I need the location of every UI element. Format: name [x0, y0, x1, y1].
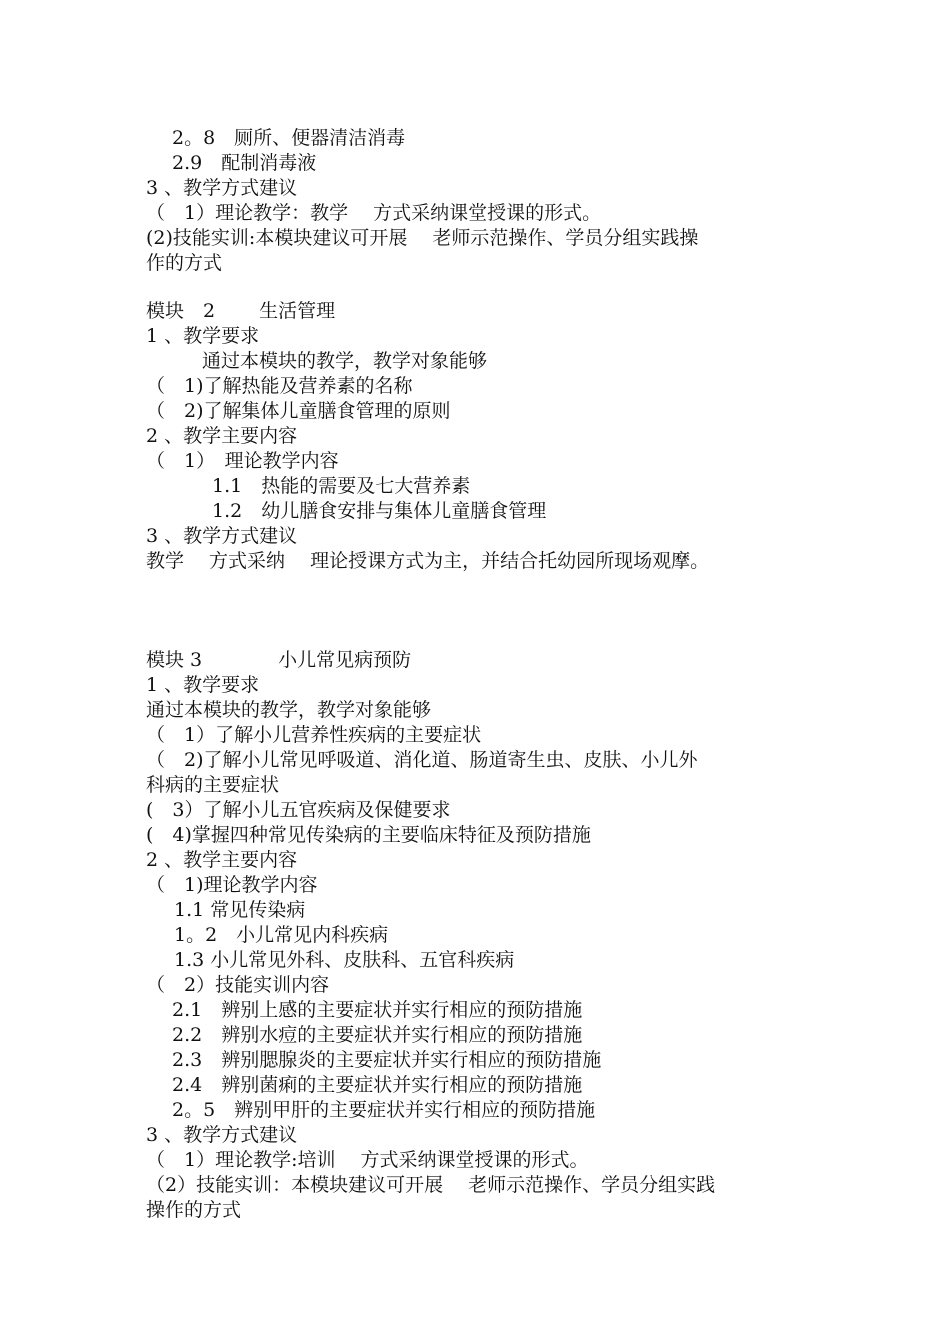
text-line: 2.3 辨别腮腺炎的主要症状并实行相应的预防措施 — [172, 1049, 602, 1071]
text-line: 1.2 幼儿膳食安排与集体儿童膳食管理 — [212, 500, 547, 522]
text-line: 操作的方式 — [146, 1199, 242, 1221]
text-line: 2.9 配制消毒液 — [172, 152, 317, 174]
text-line: 通过本模块的教学，教学对象能够 — [146, 699, 432, 721]
text-line: 2.4 辨别菌痢的主要症状并实行相应的预防措施 — [172, 1074, 583, 1096]
text-line: （ 2)了解集体儿童膳食管理的原则 — [146, 400, 451, 422]
text-line: （ 1)理论教学内容 — [146, 874, 318, 896]
text-line: （ 1）了解小儿营养性疾病的主要症状 — [146, 724, 482, 746]
text-line: 作的方式 — [146, 252, 223, 274]
text-line: ( 4)掌握四种常见传染病的主要临床特征及预防措施 — [146, 824, 591, 846]
text-line: 通过本模块的教学，教学对象能够 — [202, 350, 488, 372]
text-line: 2.2 辨别水痘的主要症状并实行相应的预防措施 — [172, 1024, 583, 1046]
section-heading: 1 、教学要求 — [146, 325, 260, 347]
text-line: 1.1 热能的需要及七大营养素 — [212, 475, 471, 497]
text-line: （2）技能实训：本模块建议可开展 老师示范操作、学员分组实践 — [146, 1174, 716, 1196]
section-heading: 2 、教学主要内容 — [146, 849, 298, 871]
section-heading: 3 、教学方式建议 — [146, 1124, 298, 1146]
text-line: （ 2）技能实训内容 — [146, 974, 330, 996]
section-heading: 1 、教学要求 — [146, 674, 260, 696]
text-line: （ 1） 理论教学内容 — [146, 450, 339, 472]
text-line: ( 3）了解小儿五官疾病及保健要求 — [146, 799, 451, 821]
text-line: （ 1）理论教学：教学 方式采纳课堂授课的形式。 — [146, 202, 602, 224]
module-heading: 模块 2 生活管理 — [146, 300, 336, 322]
module-heading: 模块 3 小儿常见病预防 — [146, 649, 412, 671]
text-line: 1.3 小儿常见外科、皮肤科、五官科疾病 — [174, 949, 515, 971]
text-line: 2。5 辨别甲肝的主要症状并实行相应的预防措施 — [172, 1099, 596, 1121]
section-heading: 3 、教学方式建议 — [146, 177, 298, 199]
section-heading: 3 、教学方式建议 — [146, 525, 298, 547]
text-line: （ 2)了解小儿常见呼吸道、消化道、肠道寄生虫、皮肤、小儿外 — [146, 749, 698, 771]
text-line: （ 1）理论教学:培训 方式采纳课堂授课的形式。 — [146, 1149, 589, 1171]
text-line: （ 1)了解热能及营养素的名称 — [146, 375, 413, 397]
text-line: 教学 方式采纳 理论授课方式为主，并结合托幼园所现场观摩。 — [146, 550, 710, 572]
text-line: 科病的主要症状 — [146, 774, 280, 796]
text-line: 1。2 小儿常见内科疾病 — [174, 924, 389, 946]
text-line: 2。8 厕所、便器清洁消毒 — [172, 127, 406, 149]
text-line: 1.1 常见传染病 — [174, 899, 306, 921]
text-line: (2)技能实训:本模块建议可开展 老师示范操作、学员分组实践操 — [146, 227, 699, 249]
text-line: 2.1 辨别上感的主要症状并实行相应的预防措施 — [172, 999, 583, 1021]
section-heading: 2 、教学主要内容 — [146, 425, 298, 447]
